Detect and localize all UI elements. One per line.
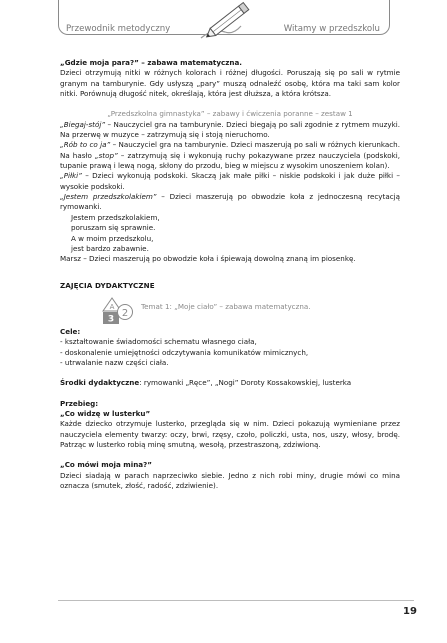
closing-march: Marsz – Dzieci maszerują po obwodzie koła i śpiewają dowolną znaną im piosenkę.	[60, 254, 356, 264]
face-activity-title: „Co mówi moja mina?”	[60, 460, 152, 470]
course-label: Przebieg:	[60, 398, 99, 408]
page-number: 19	[403, 606, 417, 617]
exercise-3-text: – Dzieci wykonują podskoki. Skaczą jak małe piłki – niskie podskoki i jak duże piłki – wysokie podskoki.	[60, 171, 400, 191]
header-left-title: Przewodnik metodyczny	[66, 24, 171, 34]
page-header	[58, 0, 390, 44]
svg-text:3: 3	[107, 314, 115, 325]
didactic-classes-title: ZAJĘCIA DYDAKTYCZNE	[60, 280, 155, 290]
poem-line: Jestem przedszkolakiem,	[71, 212, 160, 222]
goals-label: Cele:	[60, 326, 81, 336]
goal-item: - doskonalenie umiejętności odczytywania komunikatów mimicznych,	[60, 347, 309, 357]
mirror-activity-title: „Co widzę w lusterku”	[60, 408, 151, 418]
face-activity-text: Dzieci siadają w parach naprzeciwko siebie. Jedno z nich robi miny, drugie mówi co mina oznacza (smutek, złość, radość, zdziwienie).	[60, 470, 400, 490]
exercise-3	[60, 171, 400, 192]
exercise-2-text-b: – zatrzymują się i wykonują ruchy pokazywane przez nauczyciela (podskoki, tupanie prawą i lewą nogą, skłony do przodu, bieg w miejscu z wysokim unoszeniem kolan).	[60, 150, 400, 171]
exercise-1-text: – Nauczyciel gra na tamburynie. Dzieci biegają po sali zgodnie z rytmem muzyki. Na przerwę w muzyce – zatrzymują się i stoją nieruchomo.	[60, 119, 400, 140]
abc-123-icon	[101, 297, 133, 325]
pencil-icon	[195, 0, 257, 42]
goal-item: - utrwalanie nazw części ciała.	[60, 357, 169, 367]
svg-text:2: 2	[121, 307, 129, 319]
poem-line: poruszam się sprawnie.	[71, 223, 156, 233]
exercise-3-name: „Piłki”	[60, 171, 82, 181]
teaching-aids	[60, 378, 400, 388]
poem-line: jest bardzo zabawnie.	[71, 243, 149, 253]
section-title-pairs: „Gdzie moja para?” – zabawa matematyczna.	[60, 58, 242, 67]
exercise-2-keyword: „stop”	[94, 150, 118, 160]
page-content	[60, 58, 400, 491]
poem-line: A w moim przedszkolu,	[71, 233, 154, 243]
exercise-1-name: „Biegaj-stój”	[60, 119, 106, 129]
exercise-2	[60, 140, 400, 171]
footer-rule	[58, 600, 414, 601]
topic-row	[60, 293, 400, 327]
exercise-1	[60, 120, 400, 141]
mirror-activity-text: Każde dziecko otrzymuje lusterko, przegląda się w nim. Dzieci pokazują wymieniane przez nauczyciela elementy twarzy: oczy, brwi, rzęsy, czoło, policzki, usta, nos, uszy, włosy, brodę. Patrząc w lusterko robią minę smutną, wesołą, przestraszoną, zdziwioną.	[60, 419, 400, 449]
exercise-4-text: – Dzieci maszerują po obwodzie koła z jednoczesną recytacją rymowanki.	[60, 192, 400, 212]
goal-item: - kształtowanie świadomości schematu własnego ciała,	[60, 337, 257, 347]
gymnastics-heading: „Przedszkolna gimnastyka” – zabawy i ćwiczenia poranne – zestaw 1	[107, 109, 353, 119]
paragraph-pairs: Dzieci otrzymują nitki w różnych kolorach i różnej długości. Poruszają się po sali w rytmie granym na tamburynie. Gdy usłyszą „pary” muszą odnaleźć osobę, która ma taki sam kolor nitki. Porównują długość nitek, określają, która jest dłuższa, a która krótsza.	[60, 68, 400, 99]
exercise-4	[60, 192, 400, 213]
svg-text:A: A	[109, 302, 115, 311]
exercise-2-text-a: – Nauczyciel gra na tamburynie. Dzieci maszerują po sali w różnych kierunkach. Na hasło	[60, 140, 400, 160]
exercise-4-name: „Jestem przedszkolakiem”	[60, 192, 157, 202]
topic-title: Temat 1: „Moje ciało” – zabawa matematyczna.	[141, 301, 311, 311]
header-right-title: Witamy w przedszkolu	[283, 24, 380, 34]
exercise-2-name: „Rób to co ja”	[60, 140, 111, 150]
teaching-aids-text: : rymowanki „Ręce”, „Nogi” Doroty Kossakowskiej, lusterka	[139, 378, 352, 388]
teaching-aids-label: Środki dydaktyczne	[60, 378, 140, 388]
